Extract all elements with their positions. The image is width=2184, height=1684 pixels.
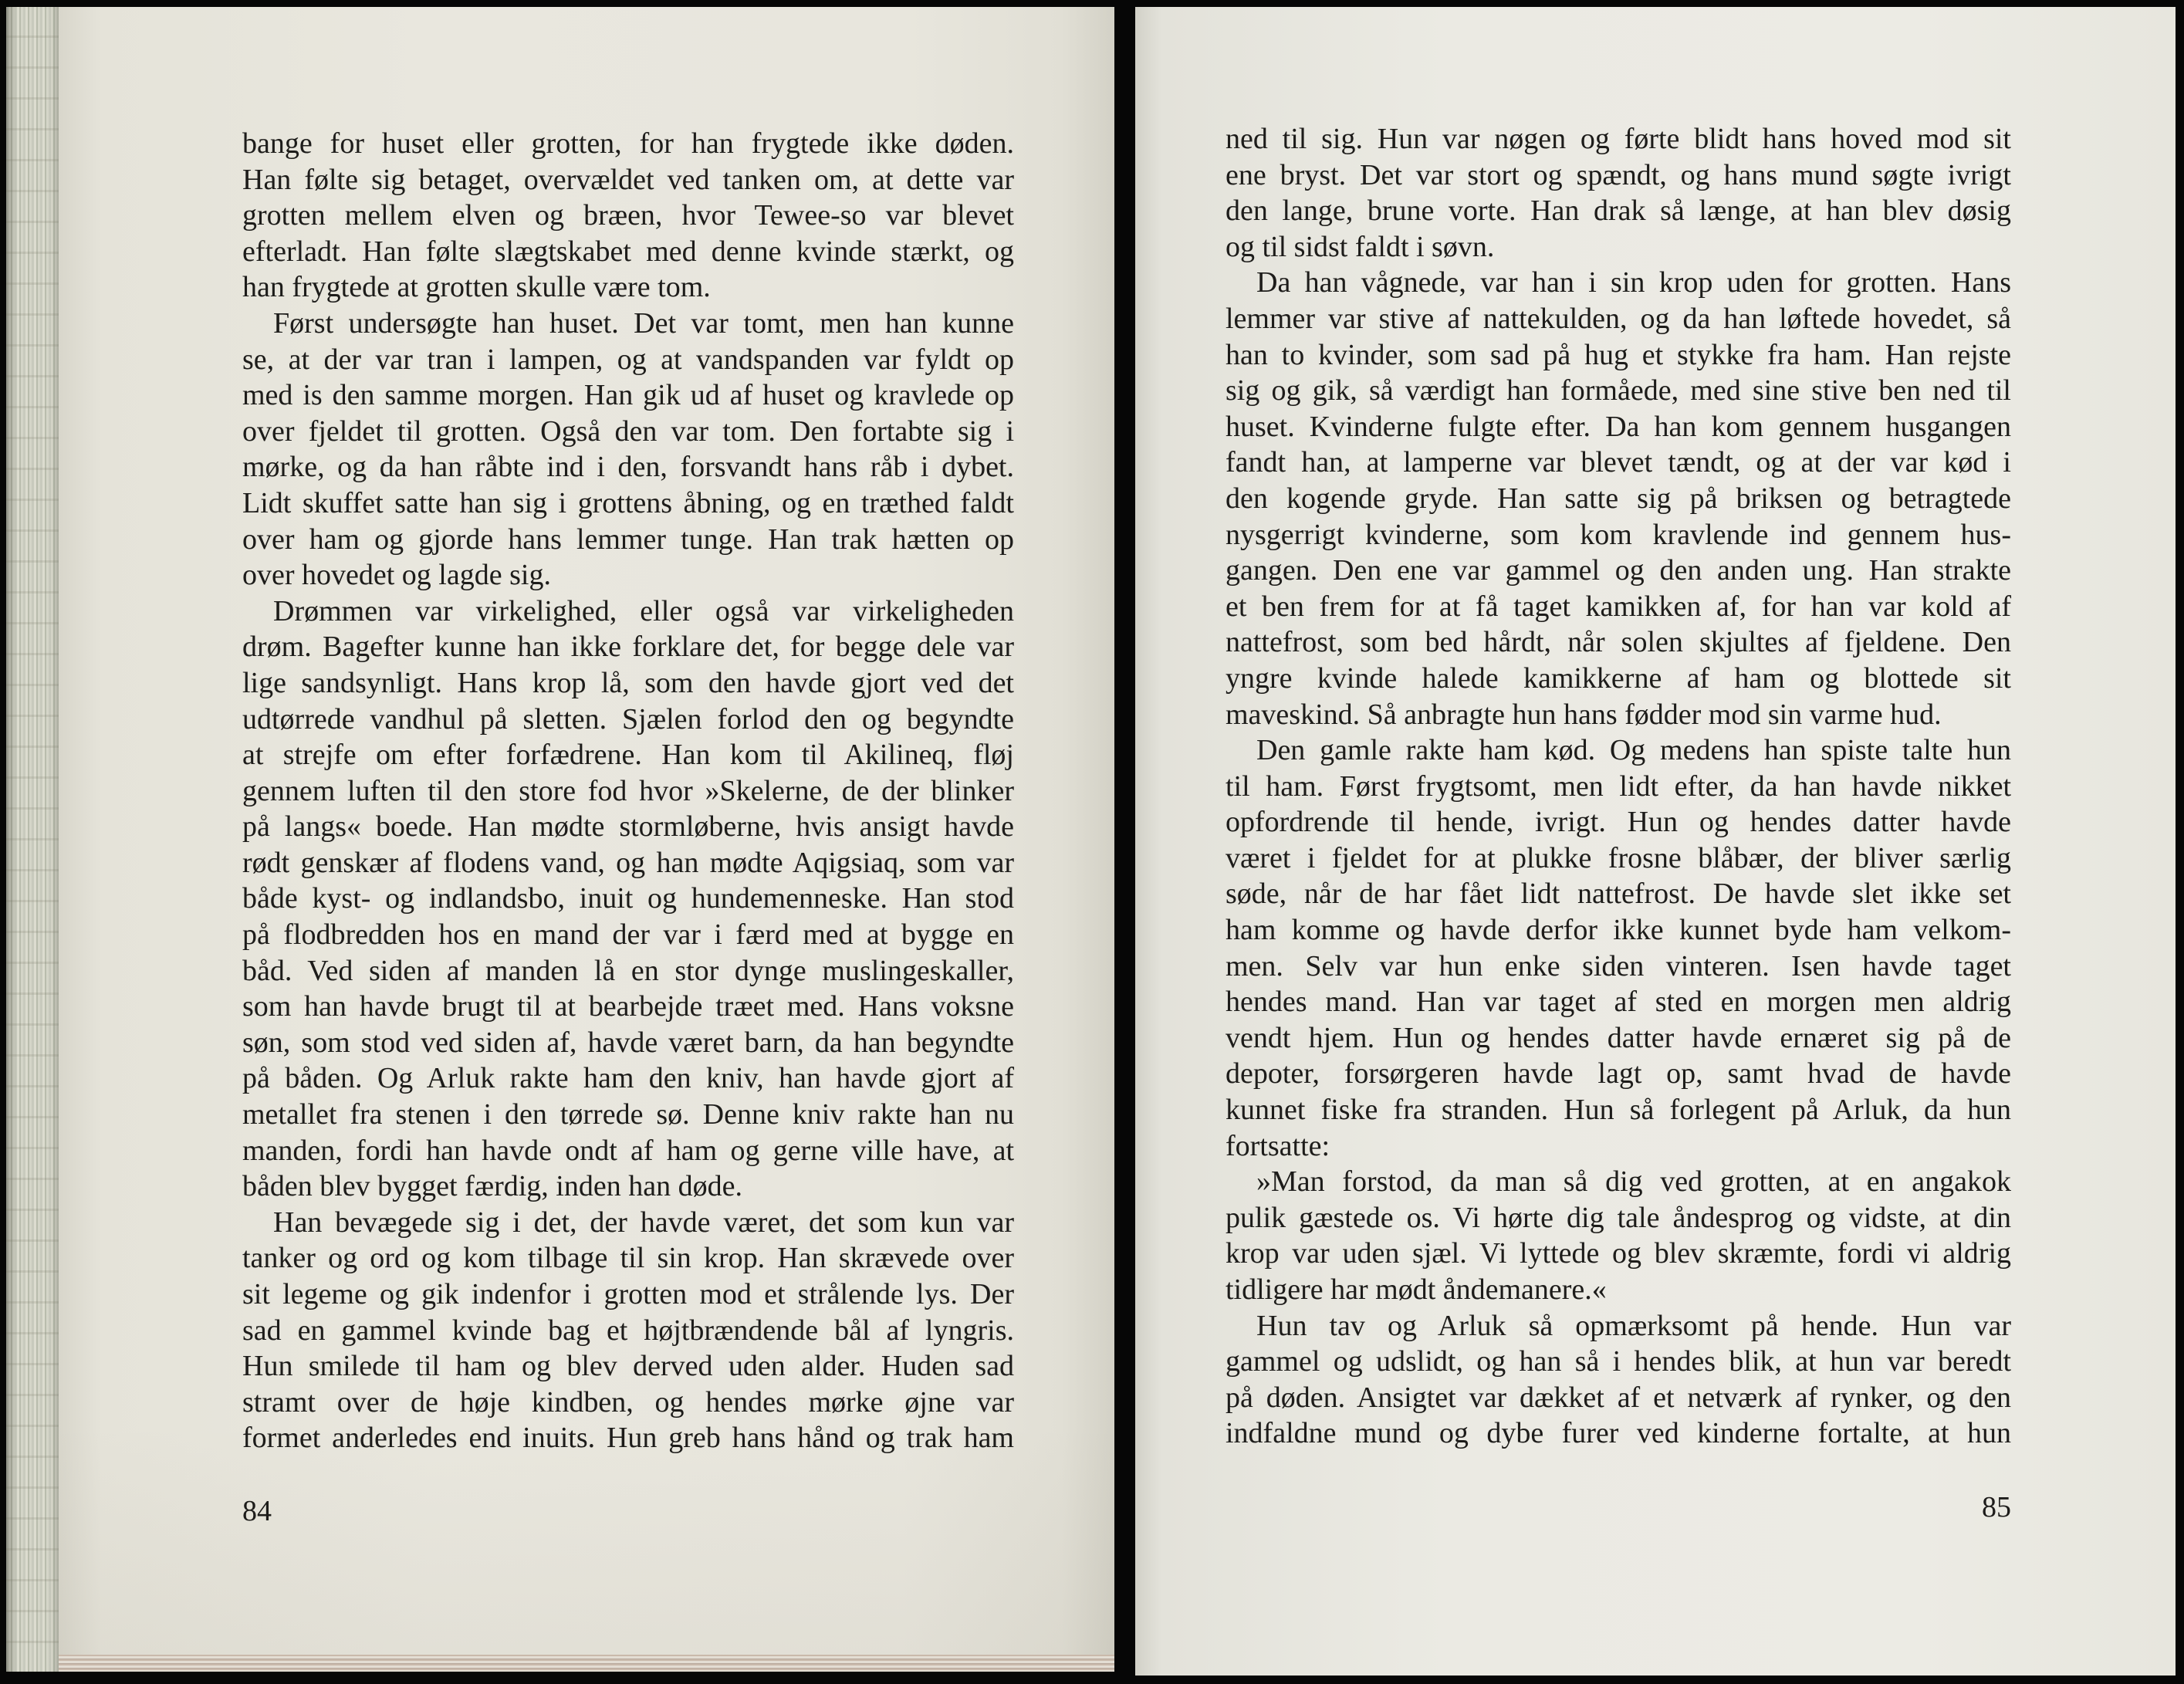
text-line: ned til sig. Hun var nøgen og førte blidt hans hoved mod sit — [1226, 123, 2011, 155]
text-line: udtørrede vandhul på sletten. Sjælen forlod den og begyndte — [242, 702, 1014, 735]
page-number: 85 — [1982, 1491, 2011, 1523]
right-page — [1135, 7, 2176, 1676]
text-line: som han havde brugt til at bearbejde træet med. Hans voksne — [242, 990, 1014, 1023]
text-line: båd. Ved siden af manden lå en stor dynge muslingeskaller, — [242, 954, 1014, 987]
text-line: maveskind. Så anbragte hun hans fødder mod sin varme hud. — [1226, 698, 1942, 731]
text-line: grotten mellem elven og bræen, hvor Tewee-so var blevet — [242, 199, 1014, 232]
text-line: Lidt skuffet satte han sig i grottens åbning, og en træthed faldt — [242, 486, 1014, 519]
text-line: tanker og ord og kom tilbage til sin krop. Han skrævede over — [242, 1242, 1014, 1275]
paragraph — [1226, 265, 2011, 732]
text-line: yngre kvinde halede kamikkerne af ham og blottede sit — [1226, 661, 2011, 695]
text-line: søn, som stod ved siden af, havde været barn, da han begyndte — [242, 1026, 1014, 1059]
paragraph — [242, 593, 1014, 1205]
text-line: drøm. Bagefter kunne han ikke forklare det, for begge dele var — [242, 631, 1014, 664]
page-text — [242, 126, 1014, 1456]
text-line: gammel og udslidt, og han så i hendes blik, at hun var beredt — [1226, 1345, 2011, 1378]
text-line: bange for huset eller grotten, for han frygtede ikke døden. — [242, 127, 1014, 160]
text-line: indfaldne mund og dybe furer ved kinderne fortalte, at hun — [1226, 1417, 2011, 1450]
paragraph — [1226, 732, 2011, 1164]
text-line: han to kvinder, som sad på hug et stykke fra ham. Han rejste — [1226, 338, 2011, 371]
text-line: fortsatte: — [1226, 1129, 1330, 1162]
text-line: den lange, brune vorte. Han drak så længe, at han blev døsig — [1226, 194, 2011, 228]
text-line: over ham og gjorde hans lemmer tunge. Han trak hætten op — [242, 522, 1014, 556]
text-line: over fjeldet til grotten. Også den var tom. Den fortabte sig i — [242, 414, 1014, 448]
text-line: med is den samme morgen. Han gik ud af huset og kravlede op — [242, 379, 1014, 412]
text-line: nysgerrigt kvinderne, som kom kravlende ind gennem hus- — [1226, 518, 2011, 551]
left-page — [59, 7, 1114, 1672]
text-line: mørke, og da han råbte ind i den, forsvandt hans råb i dybet. — [242, 451, 1014, 484]
text-line: sad en gammel kvinde bag et højtbrændende bål af lyngris. — [242, 1314, 1014, 1347]
text-line: opfordrende til hende, ivrigt. Hun og hendes datter havde — [1226, 806, 2011, 839]
text-line: hendes mand. Han var taget af sted en morgen men aldrig — [1226, 986, 2011, 1019]
text-line: gangen. Den ene var gammel og den anden ung. Han strakte — [1226, 554, 2011, 587]
text-line: den kogende gryde. Han satte sig på briksen og betragtede — [1226, 482, 2011, 515]
text-line: tidligere har mødt åndemanere.« — [1226, 1273, 1607, 1306]
text-line: pulik gæstede os. Vi hørte dig tale åndesprog og vidste, at din — [1226, 1201, 2011, 1234]
text-line: kunnet fiske fra stranden. Hun så forlegent på Arluk, da hun — [1226, 1094, 2011, 1127]
text-line: huset. Kvinderne fulgte efter. Da han kom gennem husgangen — [1226, 410, 2011, 443]
text-line: over hovedet og lagde sig. — [242, 559, 551, 592]
text-line: ham komme og havde derfor ikke kunnet byde ham velkom- — [1226, 914, 2011, 947]
text-line: både kyst- og indlandsbo, inuit og hundemenneske. Han stod — [242, 882, 1014, 915]
text-line: været i fjeldet for at plukke frosne blåbær, der bliver særlig — [1226, 841, 2011, 874]
text-line: krop var uden sjæl. Vi lyttede og blev skræmte, fordi vi aldrig — [1226, 1237, 2011, 1270]
text-line: Den gamle rakte ham kød. Og medens han spiste talte hun — [1256, 734, 2011, 767]
paragraph — [1226, 1308, 2011, 1452]
text-line: stramt over de høje kindben, og hendes mørke øjne var — [242, 1385, 1014, 1419]
text-line: og til sidst faldt i søvn. — [1226, 230, 1495, 263]
text-line: lige sandsynligt. Hans krop lå, som den havde gjort ved det — [242, 666, 1014, 699]
page-number: 84 — [242, 1495, 272, 1527]
text-line: fandt han, at lamperne var blevet tændt, og at der var kød i — [1226, 446, 2011, 479]
text-line: men. Selv var hun enke siden vinteren. Isen havde taget — [1226, 949, 2011, 982]
text-line: til ham. Først frygtsomt, men lidt efter, da han havde nikket — [1226, 769, 2011, 803]
text-line: et ben frem for at få taget kamikken af, for han var kold af — [1226, 590, 2011, 623]
text-line: efterladt. Han følte slægtskabet med denne kvinde stærkt, og — [242, 235, 1014, 268]
text-line: vendt hjem. Hun og hendes datter havde ernæret sig på de — [1226, 1021, 2011, 1054]
text-line: Hun smilede til ham og blev derved uden alder. Huden sad — [242, 1350, 1014, 1383]
text-line: at strejfe om efter forfædrene. Han kom til Akilineq, fløj — [242, 739, 1014, 772]
text-line: sig og gik, så værdigt han formåede, med sine stive ben ned til — [1226, 374, 2011, 407]
text-line: rødt genskær af flodens vand, og han mødte Aqigsiaq, som var — [242, 846, 1014, 879]
paragraph — [1226, 121, 2011, 265]
text-line: Da han vågnede, var han i sin krop uden for grotten. Hans — [1256, 266, 2011, 299]
page-edge-stack — [6, 7, 60, 1672]
page-bottom-edge-stack — [59, 1655, 1114, 1672]
text-line: på langs« boede. Han mødte stormløberne, hvis ansigt havde — [242, 810, 1014, 844]
text-line: båden blev bygget færdig, inden han døde. — [242, 1170, 742, 1203]
text-line: Hun tav og Arluk så opmærksomt på hende. Hun var — [1256, 1309, 2011, 1342]
text-line: Han bevægede sig i det, der havde været, det som kun var — [273, 1206, 1014, 1239]
text-line: nattefrost, som bed hårdt, når solen skjultes af fjeldene. Den — [1226, 626, 2011, 659]
text-line: manden, fordi han havde ondt af ham og gerne ville have, at — [242, 1134, 1014, 1167]
paragraph — [242, 306, 1014, 593]
text-line: Han følte sig betaget, overvældet ved tanken om, at dette var — [242, 163, 1014, 196]
text-line: Drømmen var virkelighed, eller også var virkeligheden — [273, 594, 1014, 627]
paragraph — [1226, 1164, 2011, 1307]
text-line: på flodbredden hos en mand der var i færd med at bygge en — [242, 918, 1014, 952]
text-line: på døden. Ansigtet var dækket af et netværk af rynker, og den — [1226, 1381, 2011, 1414]
text-line: se, at der var tran i lampen, og at vandspanden var fyldt op — [242, 343, 1014, 376]
text-line: lemmer var stive af nattekulden, og da han løftede hovedet, så — [1226, 302, 2011, 335]
text-line: formet anderledes end inuits. Hun greb hans hånd og trak ham — [242, 1422, 1014, 1455]
text-line: depoter, forsørgeren havde lagt op, samt hvad de havde — [1226, 1057, 2011, 1091]
text-line: ene bryst. Det var stort og spændt, og hans mund søgte ivrigt — [1226, 158, 2011, 191]
text-line: metallet fra stenen i den tørrede sø. Denne kniv rakte han nu — [242, 1098, 1014, 1131]
text-line: på båden. Og Arluk rakte ham den kniv, han havde gjort af — [242, 1062, 1014, 1095]
page-text — [1226, 121, 2011, 1452]
paragraph — [242, 126, 1014, 306]
paragraph — [242, 1205, 1014, 1456]
text-line: sit legeme og gik indenfor i grotten mod et strålende lys. Der — [242, 1278, 1014, 1310]
text-line: Først undersøgte han huset. Det var tomt, men han kunne — [273, 306, 1014, 340]
text-line: søde, når de har fået lidt nattefrost. De havde slet ikke set — [1226, 878, 2011, 911]
text-line: gennem luften til den store fod hvor »Skelerne, de der blinker — [242, 774, 1014, 807]
text-line: han frygtede at grotten skulle være tom. — [242, 271, 711, 304]
text-line: »Man forstod, da man så dig ved grotten, at en angakok — [1256, 1165, 2011, 1199]
